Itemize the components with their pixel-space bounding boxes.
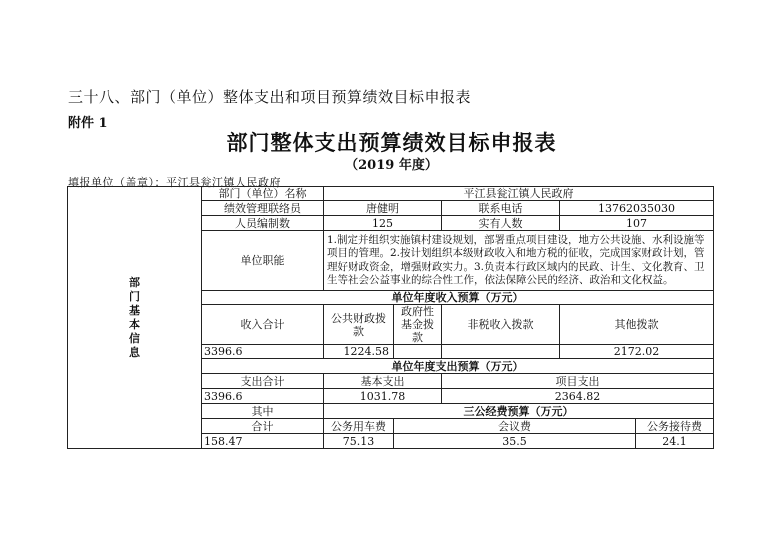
- public-finance-label: 公共财政拨款: [324, 305, 394, 345]
- dept-label: 部门（单位）名称: [202, 187, 324, 201]
- nontax-value: [442, 345, 560, 359]
- income-total-label: 收入合计: [202, 305, 324, 345]
- dept-value: 平江县瓮江镇人民政府: [324, 187, 714, 201]
- duty-text: 1.制定并组织实施镇村建设规划，部署重点项目建设，地方公共设施、水利设施等项目的管理。2.按计划组织本级财政收入和地方税的征收，完成国家财政计划，管理好财政资金，增强财政实力。3.负责本行政区域内的民政、计生、文化教育、卫生等社会公益事业的综合性工作，依法保障公民的经济、政治和文化权益。: [324, 231, 714, 291]
- income-header: 单位年度收入预算（万元）: [202, 291, 714, 305]
- income-total-value: 3396.6: [202, 345, 324, 359]
- staff-label: 人员编制数: [202, 216, 324, 231]
- phone-label: 联系电话: [442, 201, 560, 216]
- car-expense-value: 75.13: [324, 434, 394, 449]
- contact-label: 绩效管理联络员: [202, 201, 324, 216]
- reception-expense-value: 24.1: [636, 434, 714, 449]
- project-expense-value: 2364.82: [442, 389, 714, 404]
- three-public-header: 三公经费预算（万元）: [324, 404, 714, 419]
- nontax-label: 非税收入拨款: [442, 305, 560, 345]
- contact-value: 唐健明: [324, 201, 442, 216]
- project-expense-label: 项目支出: [442, 374, 714, 389]
- basic-expense-label: 基本支出: [324, 374, 442, 389]
- expense-total-label: 支出合计: [202, 374, 324, 389]
- other-funding-value: 2172.02: [560, 345, 714, 359]
- expense-header: 单位年度支出预算（万元）: [202, 359, 714, 374]
- meeting-expense-value: 35.5: [394, 434, 636, 449]
- reception-expense-label: 公务接待费: [636, 419, 714, 434]
- budget-form-table: [67, 186, 714, 449]
- gov-fund-value: [394, 345, 442, 359]
- fill-unit-label: 填报单位（盖章）：平江县瓮江镇人民政府: [68, 176, 281, 189]
- side-label-cell: [68, 187, 202, 449]
- car-expense-label: 公务用车费: [324, 419, 394, 434]
- staff-value: 125: [324, 216, 442, 231]
- form-title: 部门整体支出预算绩效目标申报表: [226, 130, 557, 155]
- section-heading: 三十八、部门（单位）整体支出和项目预算绩效目标申报表: [68, 88, 472, 106]
- three-sum-value: 158.47: [202, 434, 324, 449]
- annex-label: 附件 1: [68, 116, 108, 131]
- duty-label: 单位职能: [202, 231, 324, 291]
- phone-value: 13762035030: [560, 201, 714, 216]
- form-year: （2019 年度）: [345, 158, 438, 173]
- basic-expense-value: 1031.78: [324, 389, 442, 404]
- table-row: [68, 187, 714, 201]
- three-sum-label: 合计: [202, 419, 324, 434]
- actual-label: 实有人数: [442, 216, 560, 231]
- meeting-expense-label: 会议费: [394, 419, 636, 434]
- gov-fund-label: 政府性基金拨款: [394, 305, 442, 345]
- actual-value: 107: [560, 216, 714, 231]
- side-label: 部门基本信息: [129, 275, 140, 359]
- of-which-label: 其中: [202, 404, 324, 419]
- other-funding-label: 其他拨款: [560, 305, 714, 345]
- expense-total-value: 3396.6: [202, 389, 324, 404]
- public-finance-value: 1224.58: [324, 345, 394, 359]
